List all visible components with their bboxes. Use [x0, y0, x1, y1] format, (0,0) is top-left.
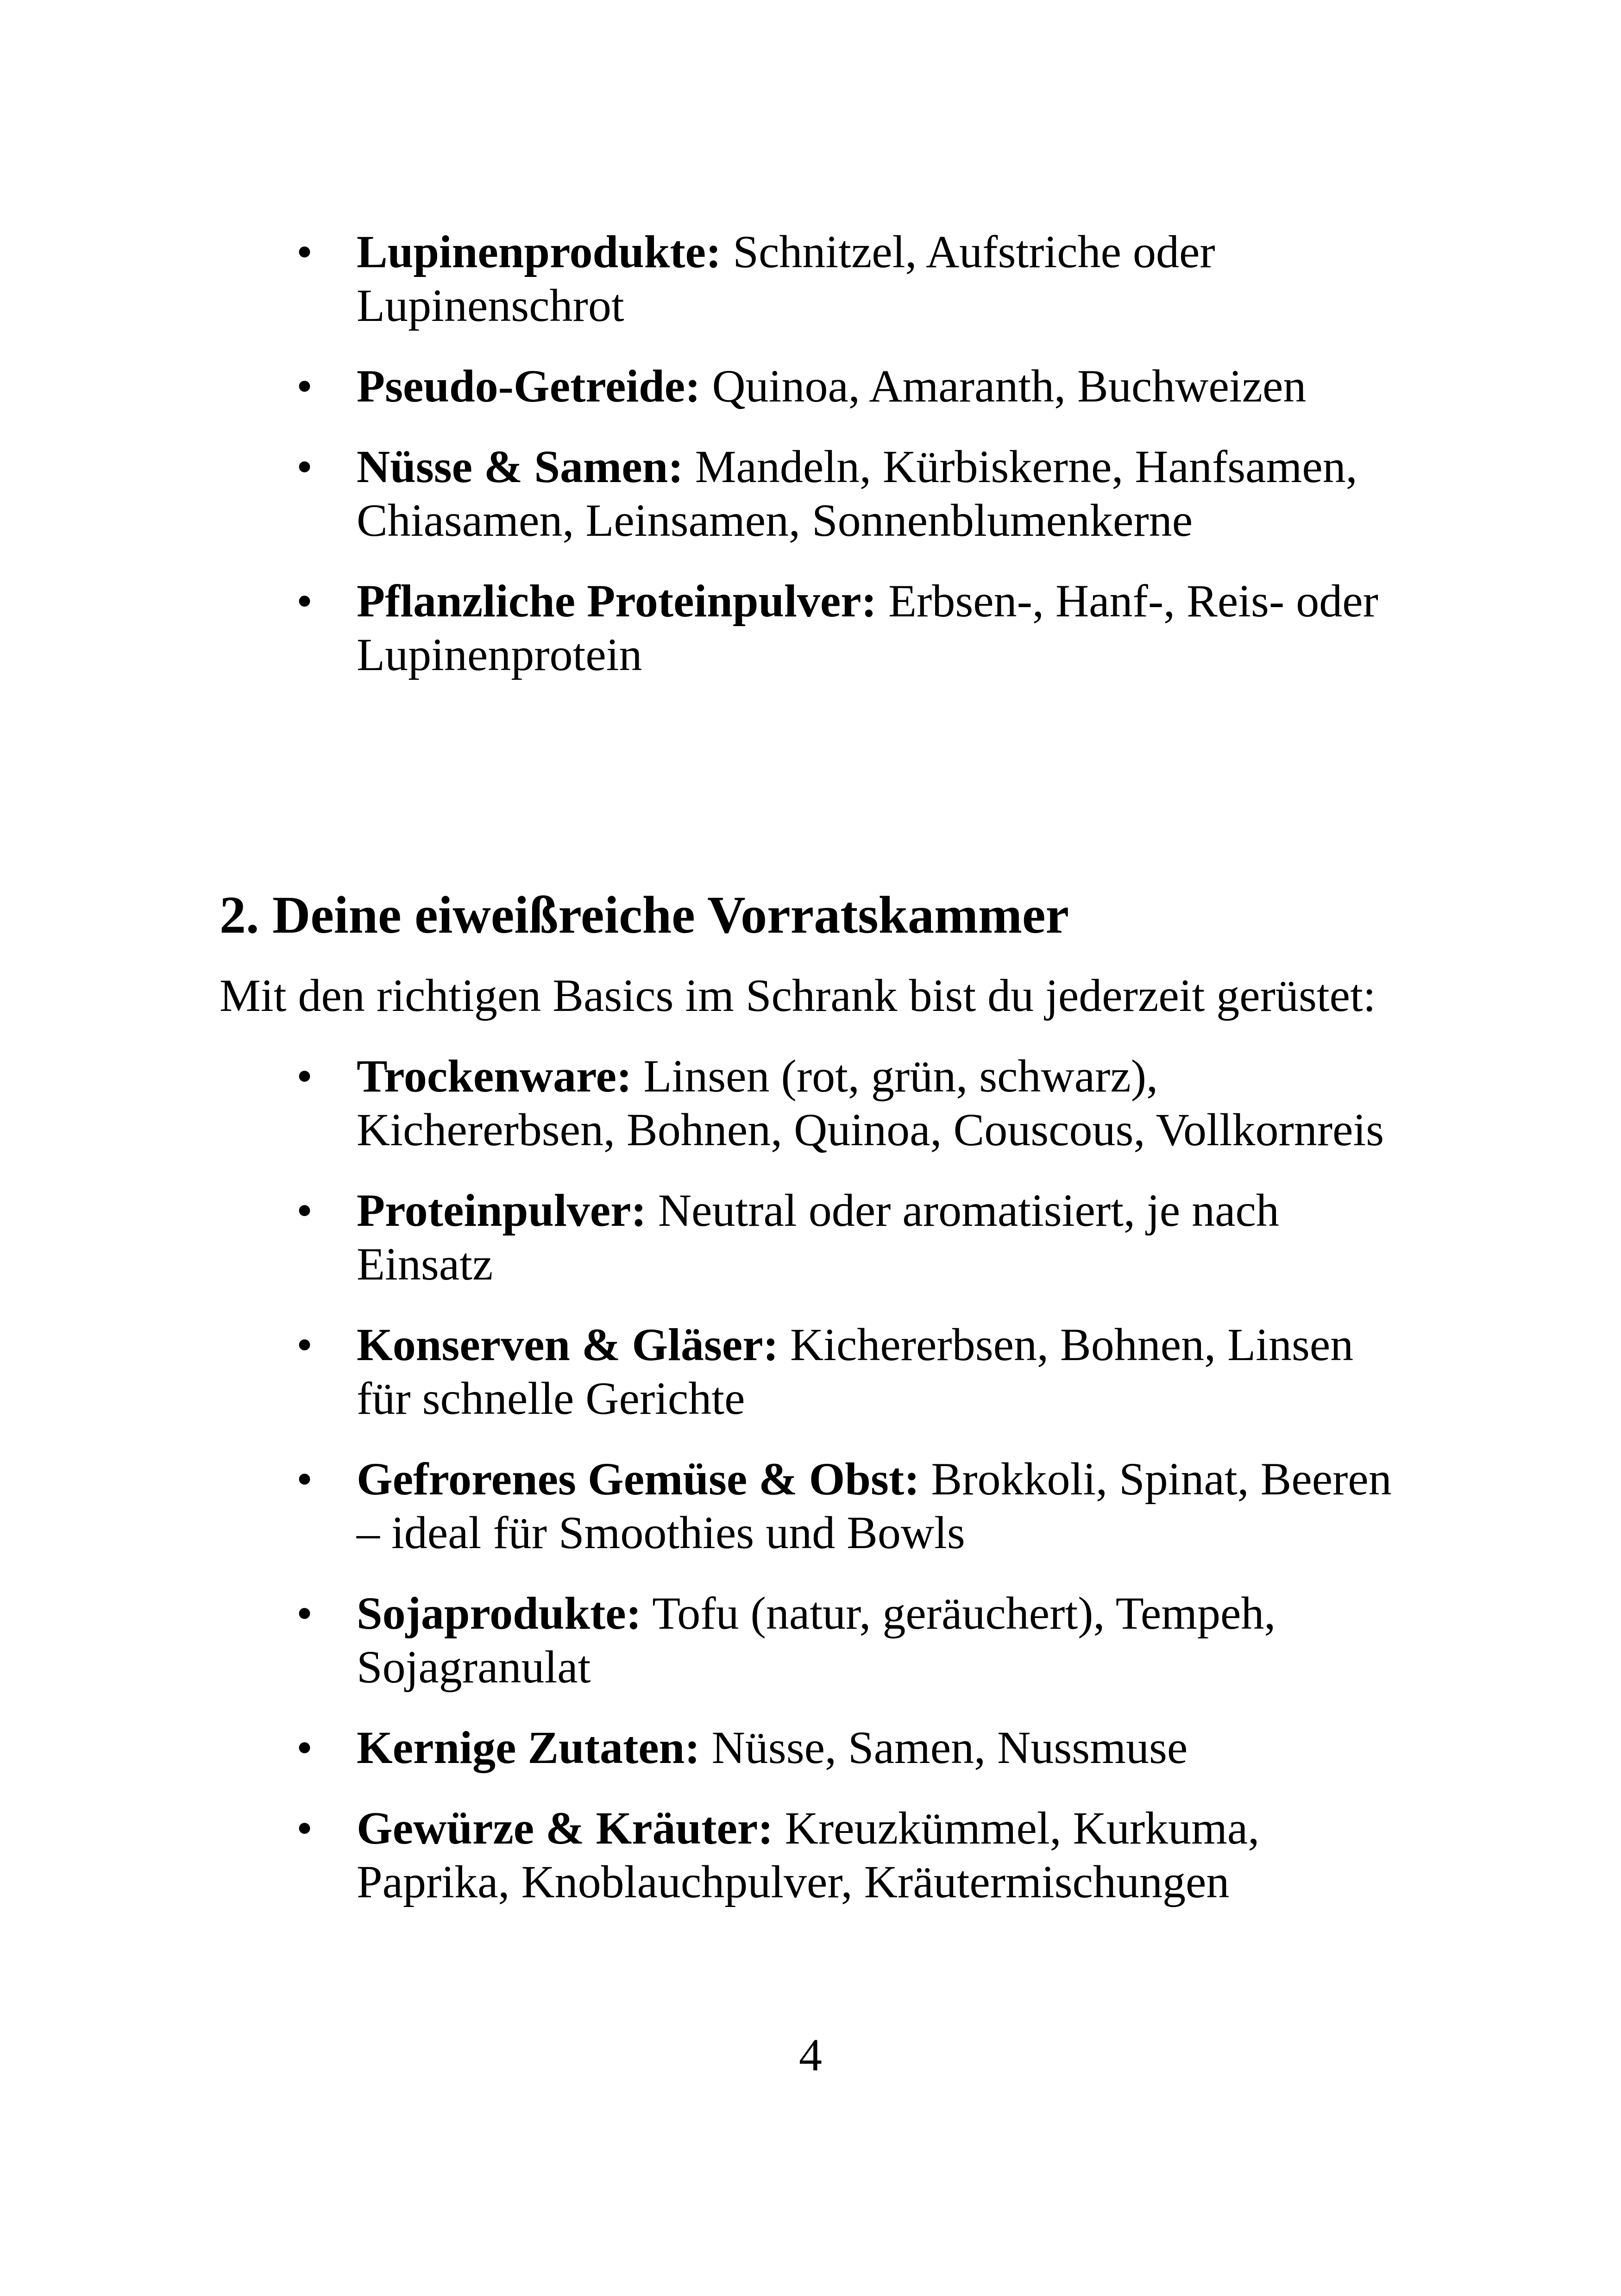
item-term: Konserven & Gläser: — [357, 1319, 779, 1370]
item-term: Gewürze & Kräuter: — [357, 1802, 773, 1854]
item-text: Neutral oder aromatisiert, je nach Einsatz — [357, 1185, 1279, 1290]
item-term: Pflanzliche Proteinpulver: — [357, 575, 877, 627]
list-item — [296, 574, 1408, 682]
item-term: Nüsse & Samen: — [357, 441, 684, 492]
item-text: Erbsen-, Hanf-, Reis- oder Lupinenprotein — [357, 575, 1378, 680]
list-item — [296, 359, 1408, 413]
item-term: Proteinpulver: — [357, 1185, 647, 1236]
item-term: Lupinenprodukte: — [357, 226, 722, 277]
bullet: • — [296, 441, 313, 492]
list-item — [296, 1049, 1408, 1157]
bullet: • — [296, 575, 313, 627]
section-intro: Mit den richtigen Basics im Schrank bist du jederzeit gerüstet: — [220, 970, 1376, 1021]
item-text: Schnitzel, Aufstriche oder Lupinenschrot — [357, 226, 1215, 331]
bullet: • — [296, 1185, 313, 1236]
bullet: • — [296, 1319, 313, 1370]
list-item — [296, 1721, 1408, 1775]
list-item — [296, 1184, 1408, 1291]
list-item — [296, 1452, 1408, 1560]
page-number: 4 — [799, 2029, 822, 2081]
item-text: Tofu (natur, geräuchert), Tempeh, Sojagranulat — [357, 1587, 1276, 1693]
list-item — [296, 1587, 1408, 1694]
item-term: Trockenware: — [357, 1050, 632, 1102]
list-item — [296, 440, 1408, 547]
item-text: Nüsse, Samen, Nussmuse — [700, 1722, 1188, 1773]
bullet: • — [296, 1722, 313, 1773]
item-term: Gefrorenes Gemüse & Obst: — [357, 1453, 920, 1505]
item-text: Kichererbsen, Bohnen, Linsen für schnelle Gerichte — [357, 1319, 1354, 1424]
item-term: Kernige Zutaten: — [357, 1722, 700, 1773]
list-item — [296, 1801, 1408, 1909]
item-text: Quinoa, Amaranth, Buchweizen — [700, 360, 1307, 412]
bullet: • — [296, 1453, 313, 1505]
section-heading: 2. Deine eiweißreiche Vorratskammer — [220, 885, 1069, 944]
item-text: Linsen (rot, grün, schwarz), Kichererbsen, Bohnen, Quinoa, Couscous, Vollkornreis — [357, 1050, 1384, 1155]
item-text: Mandeln, Kürbiskerne, Hanfsamen, Chiasamen, Leinsamen, Sonnenblumenkerne — [357, 441, 1357, 546]
item-text: Brokkoli, Spinat, Beeren – ideal für Smoothies und Bowls — [357, 1453, 1392, 1558]
list-item — [296, 1318, 1408, 1425]
bullet: • — [296, 1802, 313, 1854]
bullet: • — [296, 1050, 313, 1102]
pantry-list — [296, 1049, 1408, 1936]
bullet: • — [296, 1587, 313, 1639]
item-term: Pseudo-Getreide: — [357, 360, 701, 412]
item-text: Kreuzkümmel, Kurkuma, Paprika, Knoblauchpulver, Kräutermischungen — [357, 1802, 1260, 1907]
protein-sources-list — [296, 225, 1408, 709]
list-item — [296, 225, 1408, 332]
bullet: • — [296, 226, 313, 277]
bullet: • — [296, 360, 313, 412]
item-term: Sojaprodukte: — [357, 1587, 641, 1639]
